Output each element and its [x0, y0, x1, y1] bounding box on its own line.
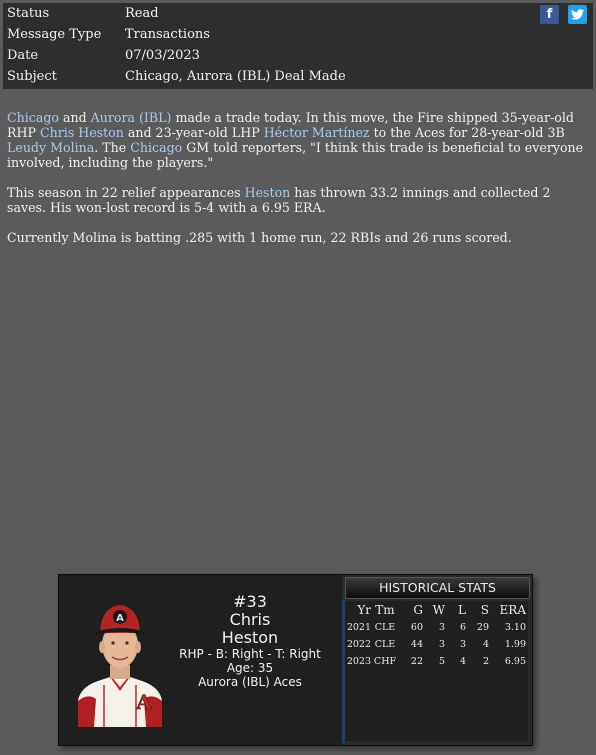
message-type-value: Transactions [125, 27, 210, 42]
historical-stats-panel [342, 575, 532, 745]
status-label: Status [7, 6, 50, 21]
link-chris-heston[interactable]: Chris Heston [39, 125, 124, 140]
date-value: 07/03/2023 [125, 48, 200, 63]
col-g[interactable]: G [413, 603, 423, 617]
player-last-name[interactable]: Heston [221, 628, 279, 647]
player-info [169, 593, 331, 689]
paragraph-heston-stats: This season in 22 relief appearances Heston has thrown 33.2 innings and collected 2 saves. His won-lost record is 5-4 with a 6.95 ERA. [7, 185, 551, 215]
paragraph-trade: Chicago and Aurora (IBL) made a trade today. In this move, the Fire shipped 35-year-old RHP Chris Heston and 23-year-old LHP Héctor Martínez to the Aces for 28-year-old 3B Leudy Molina. The Chicago GM told reporters, "I think this trade is beneficial to everyone involved, including the players." [7, 110, 584, 170]
player-bio: RHP - B: Right - T: Right [179, 647, 321, 661]
player-card [58, 574, 533, 746]
subject-label: Subject [7, 69, 57, 84]
stats-row: 2022 CLE 44 3 3 4 1.99 [346, 639, 526, 650]
stats-table-area [345, 601, 528, 741]
message-header [3, 3, 593, 89]
link-chicago[interactable]: Chicago [7, 110, 59, 125]
col-l[interactable]: L [458, 603, 466, 617]
link-aurora[interactable]: Aurora (IBL) [90, 110, 172, 125]
player-photo[interactable] [74, 595, 166, 727]
subject-value: Chicago, Aurora (IBL) Deal Made [125, 69, 346, 84]
paragraph-molina-stats: Currently Molina is batting .285 with 1 home run, 22 RBIs and 26 runs scored. [7, 230, 512, 245]
status-value: Read [125, 6, 159, 21]
link-chicago-gm[interactable]: Chicago [130, 140, 183, 155]
player-number: #33 [233, 592, 267, 611]
col-s[interactable]: S [480, 603, 489, 617]
twitter-share-button[interactable] [568, 5, 587, 24]
link-leudy-molina[interactable]: Leudy Molina [7, 140, 95, 155]
stats-row: 2023 CHF 22 5 4 2 6.95 [346, 656, 526, 667]
twitter-icon [571, 9, 584, 20]
player-age: Age: 35 [226, 661, 274, 675]
link-heston[interactable]: Heston [244, 185, 291, 200]
stats-header-row [345, 601, 526, 619]
historical-stats-title[interactable]: HISTORICAL STATS [345, 577, 530, 599]
facebook-icon: f [546, 7, 553, 22]
col-tm[interactable]: Tm [375, 603, 395, 617]
player-first-name[interactable]: Chris [229, 610, 271, 629]
player-team[interactable]: Aurora (IBL) Aces [198, 675, 302, 689]
col-era[interactable]: ERA [499, 603, 526, 617]
stats-table [345, 601, 526, 670]
date-label: Date [7, 48, 39, 63]
facebook-share-button[interactable] [540, 5, 559, 24]
col-yr[interactable]: Yr [357, 603, 371, 617]
link-hector-martinez[interactable]: Héctor Martínez [263, 125, 370, 140]
cap-letter: A [116, 613, 124, 624]
message-body [7, 110, 587, 260]
col-w[interactable]: W [432, 603, 445, 617]
jersey-letter: A [136, 690, 152, 714]
message-type-label: Message Type [7, 27, 102, 42]
stats-row: 2021 CLE 60 3 6 29 3.10 [346, 622, 526, 633]
